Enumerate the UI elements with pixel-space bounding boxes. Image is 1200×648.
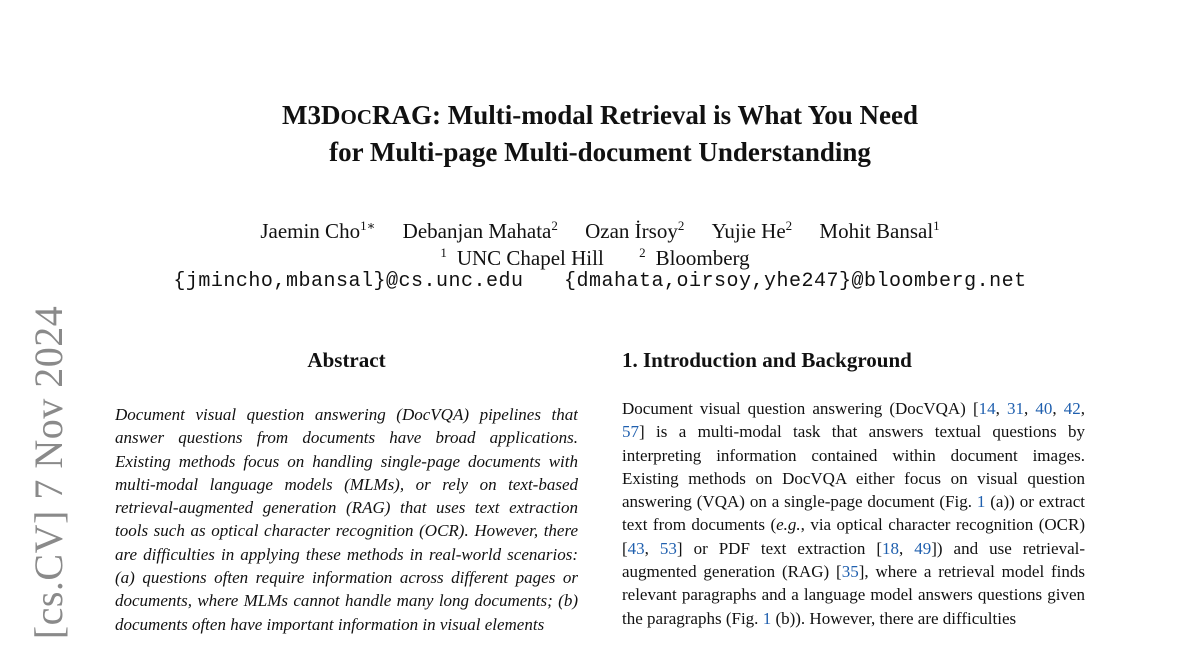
arxiv-stamp-text: [cs.CV] 7 Nov 2024 bbox=[26, 305, 72, 640]
paper-title bbox=[0, 98, 1200, 170]
citation-link[interactable]: 53 bbox=[659, 538, 677, 558]
author: Mohit Bansal$^1$ bbox=[819, 218, 940, 243]
abstract-heading: Abstract bbox=[307, 348, 386, 372]
figure-ref-link[interactable]: 1 bbox=[976, 492, 986, 512]
affiliation: $^2$ Bloomberg bbox=[639, 245, 750, 270]
citation-link[interactable]: 42 bbox=[1063, 399, 1081, 418]
author: Yujie He$^2$ bbox=[711, 218, 793, 243]
citation-link[interactable]: 49 bbox=[914, 538, 932, 558]
affiliation: $^1$ UNC Chapel Hill bbox=[440, 245, 604, 270]
arxiv-identifier-stamp bbox=[28, 305, 70, 640]
email-list bbox=[0, 269, 1200, 295]
citation-link[interactable]: 57 bbox=[622, 422, 639, 442]
author: Jaemin Cho$^{1∗}$ bbox=[260, 218, 376, 243]
affiliation-list bbox=[0, 240, 1200, 271]
citation-link[interactable]: 43 bbox=[627, 538, 645, 558]
email: {jmincho,mbansal}@cs.unc.edu bbox=[173, 270, 524, 293]
introduction-heading: 1. Introduction and Background bbox=[622, 348, 912, 372]
author: Debanjan Mahata$^2$ bbox=[402, 218, 558, 243]
title-line-2: for Multi-page Multi-document Understanding bbox=[329, 137, 871, 167]
abstract-text: Document visual question answering (DocVQA) pipelines that answer questions from documents have broad applications. Existing methods focus on handling single-page documents with multi-modal language models (MLMs), or rely on text-based retrieval-augmented generation (RAG) that uses text extraction tools such as optical character recognition (OCR). However, there are difficulties in applying these methods in real-world scenarios: (a) questions often require information across different pages or documents, where MLMs cannot handle many long documents; (b) documents often have important information in visual elements bbox=[115, 405, 578, 634]
figure-ref-link[interactable]: 1 bbox=[762, 608, 772, 628]
introduction-text: Document visual question answering (DocVQA) [14, 31, 40, 42, 57] is a multi-modal task that answers textual questions by interpreting information contained within document images. Existing methods on DocVQA either focus on visual question answering (VQA) on a single-page document (Fig. 1 (a)) or extract text from documents (e.g., via optical character recognition (OCR) [43, 53] or PDF text extraction [18, 49]) and use retrieval-augmented generation (RAG) [35], where a retrieval model finds relevant paragraphs and a language model answers questions given the paragraphs (Fig. 1 (b)). However, there are difficulties bbox=[622, 399, 1085, 628]
citation-link[interactable]: 40 bbox=[1035, 399, 1053, 418]
title-line-1: M3DOCRAG: Multi-modal Retrieval is What You Need bbox=[282, 100, 918, 130]
citation-link[interactable]: 35 bbox=[841, 562, 859, 582]
email: {dmahata,oirsoy,yhe247}@bloomberg.net bbox=[564, 270, 1027, 293]
citation-link[interactable]: 14 bbox=[978, 399, 996, 418]
citation-link[interactable]: 31 bbox=[1007, 399, 1025, 418]
author: Ozan İrsoy$^2$ bbox=[585, 218, 685, 243]
citation-link[interactable]: 18 bbox=[881, 538, 899, 558]
